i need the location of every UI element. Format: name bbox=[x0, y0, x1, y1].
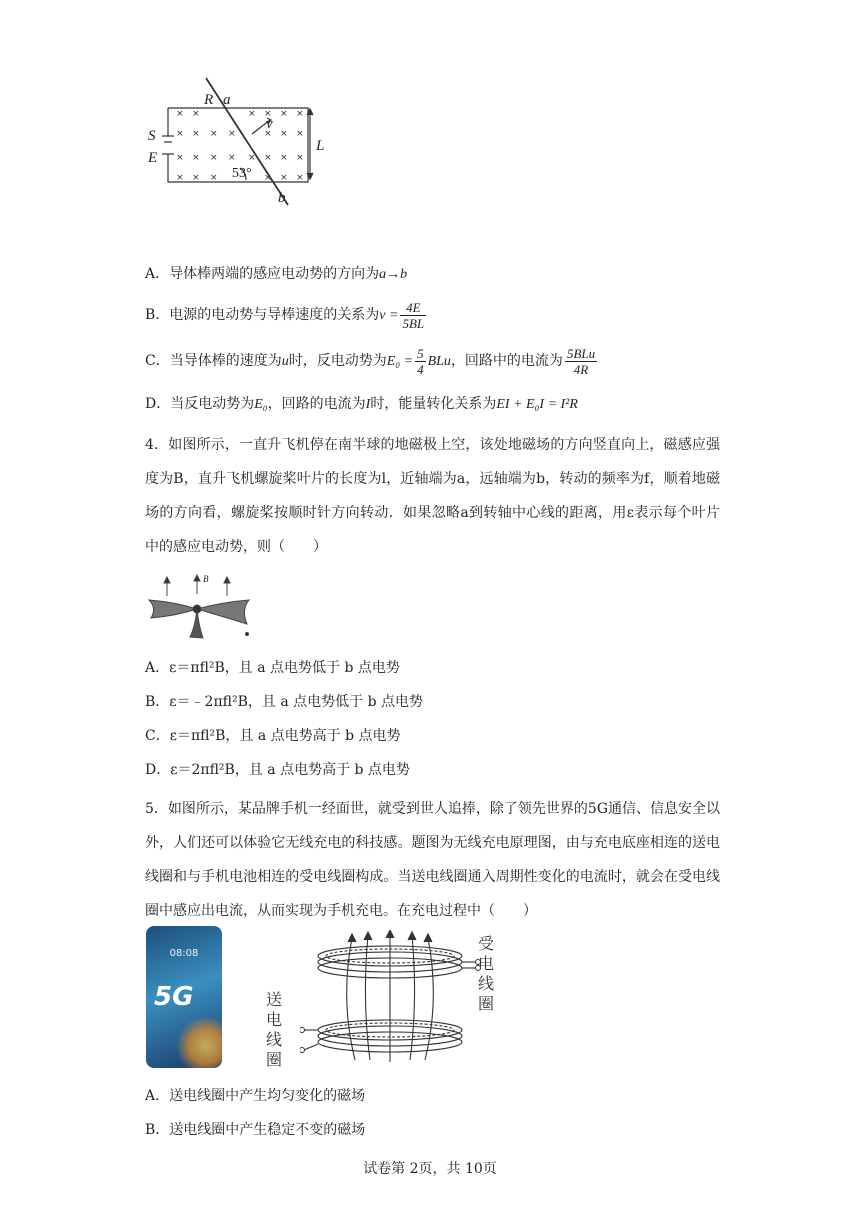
q3-option-b-text: B．电源的电动势与导棒速度的关系为 bbox=[145, 307, 380, 323]
q3-option-b-fraction bbox=[400, 300, 426, 331]
label-b: b bbox=[278, 190, 286, 206]
svg-text:×: × bbox=[176, 129, 184, 139]
q3-option-c-text-3: ，回路中的电流为 bbox=[450, 353, 563, 369]
q3-option-c-rhs: BLu bbox=[427, 354, 451, 369]
propeller-figure bbox=[145, 572, 255, 642]
fraction-numerator: 5 bbox=[417, 345, 424, 361]
fraction-numerator: 5BLu bbox=[566, 345, 596, 361]
svg-text:×: × bbox=[228, 153, 236, 163]
label-R: R bbox=[204, 92, 214, 108]
svg-text:×: × bbox=[192, 129, 200, 139]
svg-text:×: × bbox=[296, 153, 304, 163]
label-angle: 53° bbox=[232, 166, 252, 181]
q3-option-c-text-1: C．当导体棒的速度为 bbox=[145, 353, 282, 369]
svg-text:×: × bbox=[228, 129, 236, 139]
q5-option-b: B．送电线圈中产生稳定不变的磁场 bbox=[145, 1122, 366, 1138]
q3-option-a bbox=[145, 264, 407, 285]
q5-stem: 5．如图所示，某品牌手机一经面世，就受到世人追捧，除了领先世界的5G通信、信息安全以外，人们还可以体验它无线充电的科技感。题图为无线充电原理图，由与充电底座相连的送电线圈和与手机电池相连的受电线圈构成。当送电线圈通入周期性变化的电流时，就会在受电线圈中感应出电流，从而实现为手机充电。在充电过程中（ ） bbox=[145, 801, 720, 919]
q3-option-b bbox=[145, 298, 428, 333]
svg-text:×: × bbox=[280, 173, 288, 183]
fraction-denominator: 5BL bbox=[402, 315, 425, 331]
svg-text:×: × bbox=[176, 153, 184, 163]
q3-option-d-text-3: 时，能量转化关系为 bbox=[370, 396, 497, 412]
q4-option-a: A．ε＝πfl²B，且 a 点电势低于 b 点电势 bbox=[145, 660, 400, 676]
svg-text:×: × bbox=[192, 109, 200, 119]
fraction-denominator: 4 bbox=[417, 361, 424, 377]
svg-text:×: × bbox=[264, 173, 272, 183]
svg-text:×: × bbox=[296, 129, 304, 139]
svg-text:×: × bbox=[248, 109, 256, 119]
label-S: S bbox=[148, 128, 156, 144]
q3-option-b-lhs: v = bbox=[379, 308, 399, 323]
svg-text:×: × bbox=[210, 129, 218, 139]
q3-option-a-text: A．导体棒两端的感应电动势的方向为 bbox=[145, 266, 380, 282]
svg-text:×: × bbox=[264, 153, 272, 163]
label-v: v bbox=[266, 116, 273, 132]
q5-option-a: A．送电线圈中产生均匀变化的磁场 bbox=[145, 1088, 366, 1104]
svg-text:×: × bbox=[280, 153, 288, 163]
q3-option-d bbox=[145, 394, 578, 415]
q3-option-d-text-2: ，回路的电流为 bbox=[267, 396, 366, 412]
label-receive-coil: 受电线圈 bbox=[478, 934, 495, 1013]
phone-image bbox=[146, 926, 222, 1068]
svg-text:×: × bbox=[210, 173, 218, 183]
svg-text:×: × bbox=[264, 109, 272, 119]
q4-option-c: C．ε＝πfl²B，且 a 点电势高于 b 点电势 bbox=[145, 728, 401, 744]
phone-wave bbox=[176, 1016, 222, 1068]
q4-option-d: D．ε＝2πfl²B，且 a 点电势高于 b 点电势 bbox=[145, 762, 410, 778]
label-L: L bbox=[316, 138, 325, 154]
q3-option-c-fraction bbox=[415, 346, 426, 377]
circuit-figure bbox=[140, 70, 330, 210]
q3-option-c-u: u bbox=[281, 354, 289, 369]
label-a: a bbox=[223, 92, 231, 108]
svg-text:×: × bbox=[192, 173, 200, 183]
svg-text:×: × bbox=[176, 109, 184, 119]
svg-text:×: × bbox=[210, 153, 218, 163]
svg-text:×: × bbox=[192, 153, 200, 163]
svg-text:×: × bbox=[280, 129, 288, 139]
svg-text:×: × bbox=[280, 109, 288, 119]
svg-text:×: × bbox=[296, 173, 304, 183]
q4-stem: 4．如图所示，一直升飞机停在南半球的地磁极上空，该处地磁场的方向竖直向上，磁感应强度为B，直升飞机螺旋桨叶片的长度为l，近轴端为a，远轴端为b，转动的频率为f，顺着地磁场的方向看，螺旋桨按顺时针方向转动．如果忽略a到转轴中心线的距离，用ε表示每个叶片中的感应电动势，则（ ） bbox=[145, 437, 720, 555]
q3-option-c bbox=[145, 344, 599, 379]
svg-text:×: × bbox=[176, 173, 184, 183]
svg-text:×: × bbox=[248, 153, 256, 163]
q4-option-b: B．ε＝﹣2πfl²B，且 a 点电势低于 b 点电势 bbox=[145, 694, 423, 710]
q3-option-c-fraction-2 bbox=[565, 346, 597, 377]
phone-logo: 5G bbox=[154, 982, 194, 1012]
q3-option-d-text-1: D．当反电动势为 bbox=[145, 396, 255, 412]
q3-option-c-lhs: E₀ = bbox=[386, 354, 414, 369]
page-footer: 试卷第 2页，共 10页 bbox=[363, 1161, 497, 1177]
label-B: B bbox=[203, 574, 209, 584]
label-send-coil: 送电线圈 bbox=[266, 990, 283, 1069]
q3-option-d-equation: EI + E₀I = I²R bbox=[496, 397, 578, 412]
fraction-numerator: 4E bbox=[400, 300, 426, 316]
q3-option-d-i: I bbox=[365, 397, 371, 412]
fraction-denominator: 4R bbox=[573, 361, 589, 377]
phone-time: 08:08 bbox=[169, 948, 199, 959]
label-E: E bbox=[148, 150, 158, 166]
q3-option-c-text-2: 时，反电动势为 bbox=[288, 353, 387, 369]
q3-option-d-e0: E₀ bbox=[254, 397, 268, 412]
svg-text:×: × bbox=[264, 129, 272, 139]
svg-text:×: × bbox=[296, 109, 304, 119]
q3-option-a-math: a→b bbox=[379, 267, 408, 282]
